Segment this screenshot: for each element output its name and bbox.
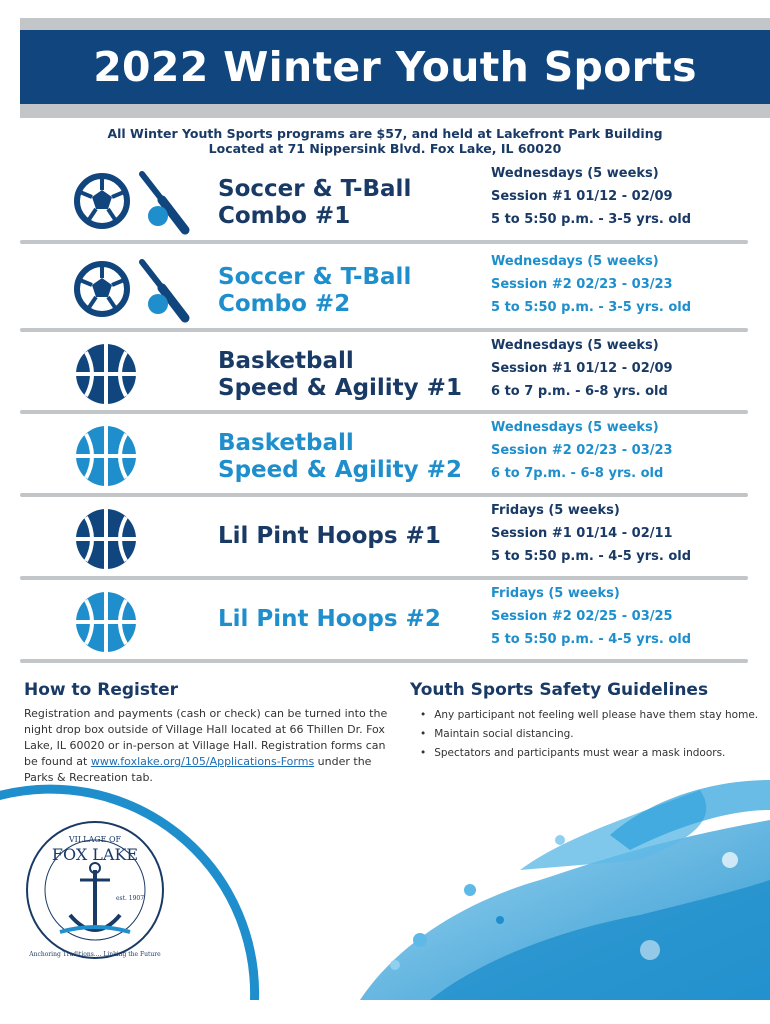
- intro-line-1: All Winter Youth Sports programs are $57, and held at Lakefront Park Building: [107, 126, 663, 141]
- program-title: [218, 176, 411, 230]
- basketball-icon: [72, 586, 222, 656]
- program-session: Session #1 01/12 - 02/09: [491, 361, 673, 376]
- program-lil-pint-hoops-2: [20, 580, 750, 662]
- program-day: Wednesdays (5 weeks): [491, 338, 659, 353]
- program-day: Wednesdays (5 weeks): [491, 254, 659, 269]
- program-day: Fridays (5 weeks): [491, 503, 620, 518]
- program-title: [218, 523, 441, 550]
- basketball-icon: [72, 420, 222, 490]
- program-session: Session #2 02/25 - 03/25: [491, 609, 673, 624]
- program-basketball-1: [20, 332, 750, 414]
- program-day: Wednesdays (5 weeks): [491, 166, 659, 181]
- basketball-icon: [72, 338, 222, 408]
- register-heading: How to Register: [24, 680, 179, 700]
- applications-forms-link[interactable]: www.foxlake.org/105/Applications-Forms: [90, 755, 315, 768]
- program-title-line-1: Lil Pint Hoops #2: [218, 606, 441, 632]
- guideline-item: • Any participant not feeling well please have them stay home.: [418, 706, 766, 725]
- program-title-line-1: Lil Pint Hoops #1: [218, 523, 441, 549]
- program-soccer-tball-2: [20, 248, 750, 330]
- safety-guidelines-list: [418, 706, 766, 763]
- intro-line-2: Located at 71 Nippersink Blvd. Fox Lake, IL 60020: [208, 141, 562, 156]
- program-session: Session #1 01/12 - 02/09: [491, 189, 673, 204]
- program-details: [491, 499, 691, 568]
- globe-icon: ⊕: [230, 1004, 246, 1020]
- seal-top-text: VILLAGE OF: [68, 835, 122, 844]
- program-title: [218, 348, 462, 402]
- program-title: [218, 606, 441, 633]
- seal-est-text: est. 1907: [115, 895, 145, 902]
- program-title-line-2: Speed & Agility #1: [218, 375, 462, 401]
- seal-name-text: FOX LAKE: [51, 845, 139, 864]
- program-lil-pint-hoops-1: [20, 497, 750, 579]
- program-time: 5 to 5:50 p.m. - 4-5 yrs. old: [491, 632, 692, 647]
- footer-website[interactable]: ⊕ foxlake.org: [230, 1004, 334, 1020]
- soccer-ball-and-bat-icon: [72, 254, 222, 324]
- program-basketball-2: [20, 414, 750, 496]
- program-details: [491, 582, 691, 651]
- village-seal-logo: [27, 822, 163, 958]
- program-time: 5 to 5:50 p.m. - 3-5 yrs. old: [491, 300, 692, 315]
- intro-text: [0, 126, 770, 156]
- program-time: 6 to 7 p.m. - 6-8 yrs. old: [491, 384, 668, 399]
- water-splash-art: [0, 780, 770, 1000]
- program-title-line-2: Combo #2: [218, 291, 351, 317]
- program-day: Wednesdays (5 weeks): [491, 420, 659, 435]
- footer-social[interactable]: f t ◎ in @FoxLakeil: [586, 1004, 752, 1020]
- linkedin-icon[interactable]: in: [649, 1004, 665, 1020]
- program-title-line-2: Speed & Agility #2: [218, 457, 462, 483]
- phone-icon: ✆: [345, 1004, 361, 1020]
- program-details: [491, 416, 673, 485]
- twitter-icon[interactable]: t: [607, 1004, 623, 1020]
- footer-bar: [0, 1002, 770, 1024]
- program-title-line-1: Basketball: [218, 430, 354, 456]
- section-divider: [20, 240, 748, 244]
- header-top-band: [20, 18, 770, 30]
- guideline-item: • Maintain social distancing.: [418, 725, 766, 744]
- program-time: 6 to 7p.m. - 6-8 yrs. old: [491, 466, 664, 481]
- program-session: Session #1 01/14 - 02/11: [491, 526, 673, 541]
- program-title-line-1: Soccer & T-Ball: [218, 264, 412, 290]
- program-title: [218, 264, 411, 318]
- program-title: [218, 430, 462, 484]
- program-title-line-2: Combo #1: [218, 203, 351, 229]
- register-text: Registration and payments (cash or check) can be turned into the night drop box outside of Village Hall located at 66 Thillen Dr. Fox Lake, IL 60020 or in-person at Village Hall. Registration forms can be found at www.foxlake.org/105/Applications-Forms under the Parks & Recreation tab.: [24, 707, 388, 784]
- footer-hashtag[interactable]: # FoxLakeil: [482, 1004, 572, 1020]
- soccer-ball-and-bat-icon: [72, 166, 222, 236]
- program-time: 5 to 5:50 p.m. - 3-5 yrs. old: [491, 212, 692, 227]
- hashtag-icon: #: [482, 1004, 498, 1020]
- program-title-line-1: Basketball: [218, 348, 354, 374]
- program-details: [491, 162, 691, 231]
- program-details: [491, 250, 691, 319]
- header-banner: [20, 30, 770, 104]
- basketball-icon: [72, 503, 222, 573]
- program-session: Session #2 02/23 - 03/23: [491, 443, 673, 458]
- program-soccer-tball-1: [20, 160, 750, 242]
- facebook-icon[interactable]: f: [586, 1004, 602, 1020]
- program-time: 5 to 5:50 p.m. - 4-5 yrs. old: [491, 549, 692, 564]
- instagram-icon[interactable]: ◎: [628, 1004, 644, 1020]
- safety-heading: Youth Sports Safety Guidelines: [410, 680, 709, 700]
- page-title: 2022 Winter Youth Sports: [93, 43, 697, 91]
- program-day: Fridays (5 weeks): [491, 586, 620, 601]
- header-bottom-band: [20, 104, 770, 118]
- program-title-line-1: Soccer & T-Ball: [218, 176, 412, 202]
- program-details: [491, 334, 673, 403]
- seal-motto-text: Anchoring Traditions.... Linking the Future: [29, 951, 161, 958]
- program-session: Session #2 02/23 - 03/23: [491, 277, 673, 292]
- footer-phone[interactable]: ✆ 224-225-1404: [345, 1004, 467, 1020]
- section-divider: [20, 659, 748, 663]
- guideline-item: • Spectators and participants must wear a mask indoors.: [418, 744, 766, 763]
